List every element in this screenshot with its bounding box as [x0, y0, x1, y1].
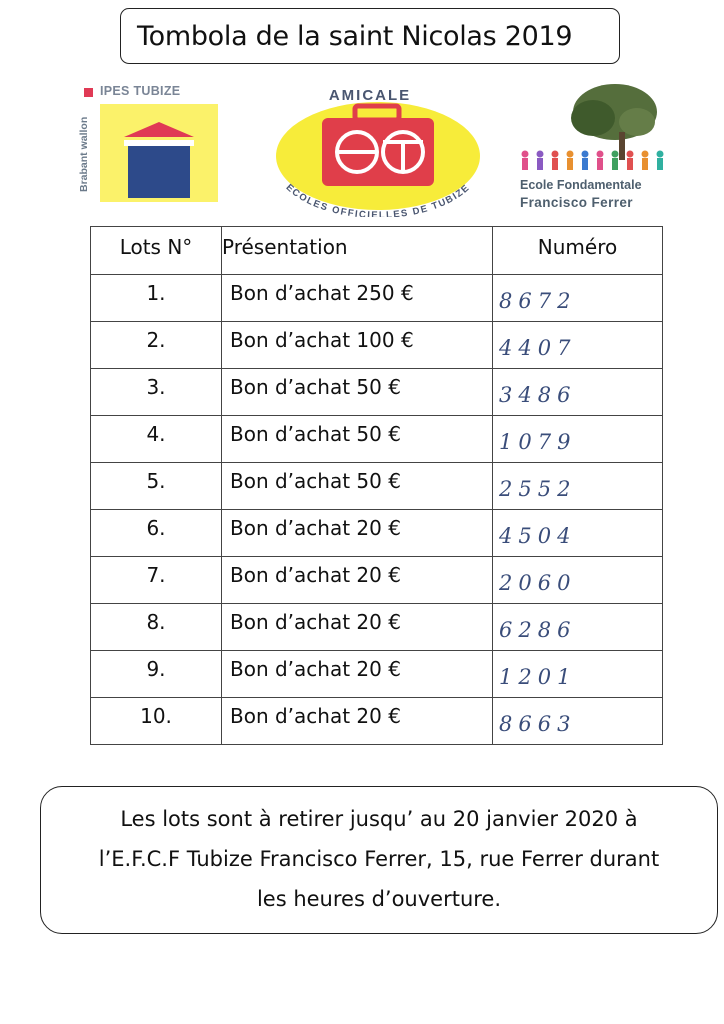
ipes-region: Brabant wallon	[78, 116, 90, 192]
header-presentation: Présentation	[222, 227, 493, 275]
title-box	[120, 8, 620, 64]
amicale-arc-text: ECOLES OFFICIELLES DE TUBIZE	[283, 182, 473, 217]
lot-number: 9.	[91, 651, 222, 698]
lot-number: 7.	[91, 557, 222, 604]
lot-numero: 4407	[493, 322, 663, 369]
lot-presentation: Bon d’achat 20 €	[222, 604, 493, 651]
table-row	[91, 463, 663, 510]
lot-presentation: Bon d’achat 100 €	[222, 322, 493, 369]
lot-presentation: Bon d’achat 50 €	[222, 369, 493, 416]
info-line-3: les heures d’ouverture.	[256, 887, 502, 911]
header-numero: Numéro	[493, 227, 663, 275]
lot-numero: 1079	[493, 416, 663, 463]
lot-numero: 1201	[493, 651, 663, 698]
lots-table	[90, 226, 663, 745]
table-row	[91, 416, 663, 463]
lot-number: 1.	[91, 275, 222, 322]
ipes-logo	[78, 84, 223, 204]
ipes-red-square	[84, 88, 93, 97]
table-row	[91, 275, 663, 322]
lot-presentation: Bon d’achat 250 €	[222, 275, 493, 322]
lot-number: 5.	[91, 463, 222, 510]
info-line-1: Les lots sont à retirer jusqu’ au 20 janvier 2020 à	[120, 807, 638, 831]
lot-numero: 3486	[493, 369, 663, 416]
table-header-row	[91, 227, 663, 275]
ecole-line1: Ecole Fondamentale	[520, 178, 642, 192]
lot-numero: 8663	[493, 698, 663, 745]
lot-numero: 8672	[493, 275, 663, 322]
amicale-logo	[260, 82, 490, 217]
lot-presentation: Bon d’achat 20 €	[222, 510, 493, 557]
amicale-emblem-icon	[260, 82, 490, 217]
tree-children-icon	[515, 82, 675, 177]
lot-numero: 4504	[493, 510, 663, 557]
lot-number: 6.	[91, 510, 222, 557]
lot-presentation: Bon d’achat 20 €	[222, 651, 493, 698]
ipes-house-icon	[100, 104, 220, 204]
lot-presentation: Bon d’achat 50 €	[222, 416, 493, 463]
lot-presentation: Bon d’achat 20 €	[222, 698, 493, 745]
lot-number: 8.	[91, 604, 222, 651]
table-row	[91, 510, 663, 557]
table-row	[91, 322, 663, 369]
lot-number: 2.	[91, 322, 222, 369]
lot-number: 10.	[91, 698, 222, 745]
ipes-name: IPES TUBIZE	[100, 84, 181, 98]
lot-presentation: Bon d’achat 20 €	[222, 557, 493, 604]
info-line-2: l’E.F.C.F Tubize Francisco Ferrer, 15, rue Ferrer durant	[98, 847, 660, 871]
table-row	[91, 604, 663, 651]
lot-presentation: Bon d’achat 50 €	[222, 463, 493, 510]
page-title: Tombola de la saint Nicolas 2019	[137, 20, 573, 52]
lot-numero: 2552	[493, 463, 663, 510]
lot-number: 4.	[91, 416, 222, 463]
table-row	[91, 651, 663, 698]
table-row	[91, 698, 663, 745]
lot-number: 3.	[91, 369, 222, 416]
amicale-top-text: AMICALE	[328, 87, 412, 104]
lot-numero: 2060	[493, 557, 663, 604]
table-row	[91, 369, 663, 416]
table-row	[91, 557, 663, 604]
header-lots: Lots N°	[91, 227, 222, 275]
ecole-logo	[515, 82, 675, 217]
lot-numero: 6286	[493, 604, 663, 651]
info-box	[40, 786, 718, 934]
ecole-line2: Francisco Ferrer	[520, 195, 633, 210]
